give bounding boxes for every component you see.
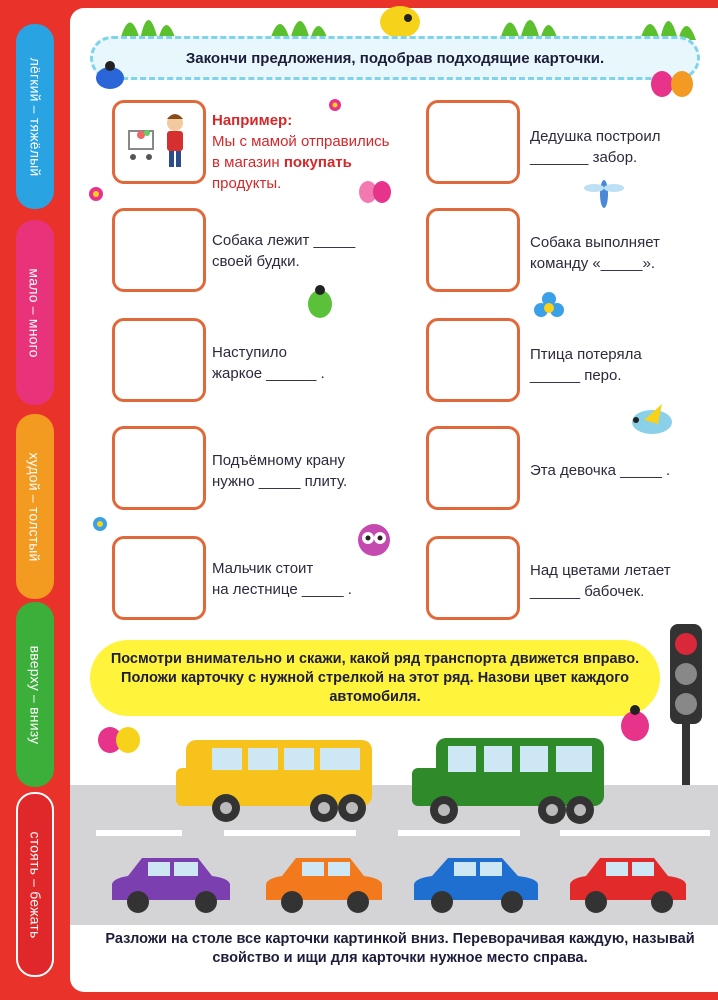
sentence xyxy=(530,126,661,168)
sentence-line: ______ перо. xyxy=(530,367,622,384)
sentence-line: своей будки. xyxy=(212,253,300,270)
sentence-line: Дедушка построил xyxy=(530,128,661,145)
sentence-line: нужно _____ плиту. xyxy=(212,473,348,490)
tab-label: лёгкий – тяжёлый xyxy=(27,57,44,176)
butterfly-icon xyxy=(358,178,392,208)
sentence-line: Эта девочка _____ . xyxy=(530,462,671,479)
tab-label: вверху – внизу xyxy=(27,645,43,744)
sentence xyxy=(530,344,642,386)
flower-icon xyxy=(90,514,110,534)
purple-car xyxy=(108,852,234,916)
tab-label: худой – толстый xyxy=(27,451,44,562)
lane-marking xyxy=(398,830,520,836)
card-slot[interactable] xyxy=(426,536,520,620)
card-slot[interactable] xyxy=(426,100,520,184)
tab-label: стоять – бежать xyxy=(27,831,43,938)
lane-marking xyxy=(560,830,710,836)
card-slot[interactable] xyxy=(426,426,520,510)
card-slot[interactable] xyxy=(112,536,206,620)
sentence-line: жаркое ______ . xyxy=(212,365,325,382)
transport-instruction: Посмотри внимательно и скажи, какой ряд транспорта движется вправо. Положи карточку с нужной стрелкой на этот ряд. Назови цвет каждого автомобиля. xyxy=(90,640,660,716)
grass-decoration xyxy=(120,0,718,40)
sentence xyxy=(530,560,671,602)
tab-up-down[interactable] xyxy=(16,602,54,787)
sentence xyxy=(530,232,660,274)
lane-marking xyxy=(96,830,182,836)
example-line: Мы с мамой отправились xyxy=(212,133,390,150)
card-slot[interactable] xyxy=(112,318,206,402)
tab-few-many[interactable] xyxy=(16,220,54,405)
tab-stand-run[interactable] xyxy=(16,792,54,977)
side-tabs xyxy=(0,14,58,994)
card-example[interactable] xyxy=(112,100,206,184)
tab-thin-fat[interactable] xyxy=(16,414,54,599)
sentence-line: Мальчик стоит xyxy=(212,560,314,577)
sentence xyxy=(212,230,355,272)
card-slot[interactable] xyxy=(112,208,206,292)
yellow-bus xyxy=(176,734,376,826)
flower-icon xyxy=(86,184,106,204)
butterfly-icon xyxy=(96,722,142,762)
tab-label: мало – много xyxy=(27,267,43,358)
card-slot[interactable] xyxy=(426,208,520,292)
ladybug-icon xyxy=(614,702,656,746)
sentence xyxy=(212,450,347,492)
green-bus xyxy=(412,734,608,826)
red-car xyxy=(566,852,690,916)
sentence-line: _______ забор. xyxy=(530,149,638,166)
owl-icon xyxy=(346,516,402,562)
sentence-line: на лестнице _____ . xyxy=(212,581,352,598)
sentence xyxy=(530,460,670,481)
example-keyword: покупать xyxy=(283,154,352,171)
sentence-line: ______ бабочек. xyxy=(530,583,645,600)
sentence-line: Собака лежит _____ xyxy=(212,232,356,249)
bird-icon xyxy=(622,398,682,442)
page-title: Закончи предложения, подобрав подходящие карточки. xyxy=(90,36,700,80)
sentence-line: Над цветами летает xyxy=(530,562,671,579)
dragonfly-icon xyxy=(584,176,624,212)
sentence xyxy=(212,342,325,384)
orange-car xyxy=(262,852,386,916)
footer-instruction: Разложи на столе все карточки картинкой вниз. Переворачивая каждую, называй свойство и ищи для карточки нужное место справа. xyxy=(105,931,695,966)
tab-light-heavy[interactable] xyxy=(16,24,54,209)
sentence-line: команду «_____». xyxy=(530,255,655,272)
sentence-line: Птица потеряла xyxy=(530,346,642,363)
example-line: продукты. xyxy=(212,175,282,192)
shopping-boy-icon xyxy=(115,103,203,181)
butterfly-icon xyxy=(650,66,694,106)
sentence xyxy=(212,558,352,600)
beetle-icon xyxy=(90,58,130,94)
flower-icon xyxy=(326,96,344,114)
flower-icon xyxy=(532,290,566,324)
lane-marking xyxy=(224,830,356,836)
sentence-line: Наступило xyxy=(212,344,287,361)
card-slot[interactable] xyxy=(112,426,206,510)
ladybug-icon xyxy=(300,282,340,322)
card-slot[interactable] xyxy=(426,318,520,402)
sentence-line: Собака выполняет xyxy=(530,234,660,251)
sentence-line: Подъёмному крану xyxy=(212,452,346,469)
example-line: в магазин xyxy=(212,154,284,171)
blue-car xyxy=(410,852,542,916)
example-heading: Например: xyxy=(212,112,293,129)
